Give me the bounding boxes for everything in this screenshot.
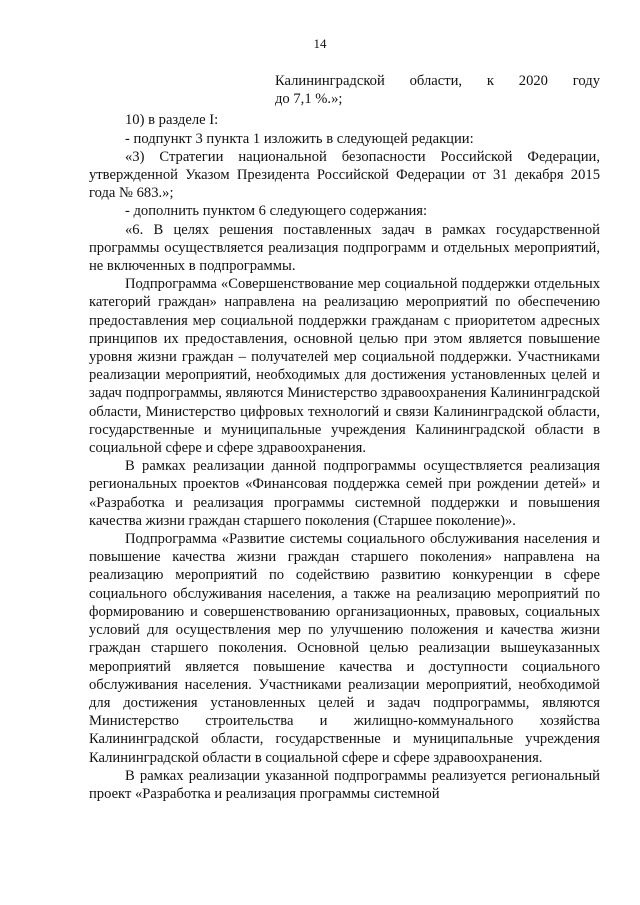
paragraph-item-6: «6. В целях решения поставленных задач в рамках государственной программы осуществляется реализация подпрограмм и отдельных мероприятий, не включенных в подпрограммы.	[89, 221, 600, 275]
paragraph-subprogram-social-support: Подпрограмма «Совершенствование мер социальной поддержки отдельных категорий граждан» направлена на реализацию мероприятий по обеспечению предоставления мер социальной поддержки гражданам с приоритетом адресных принципов их предоставления, основной целью при этом является повышение уровня жизни граждан – получателей мер социальной поддержки. Участниками реализации мероприятий, необходимых для достижения установленных целей и задач подпрограммы, являются Министерство здравоохранения Калининградской области, Министерство цифровых технологий и связи Калининградской области, государственные и муниципальные учреждения Калининградской области в социальной сфере и сфере здравоохранения.	[89, 276, 600, 457]
paragraph-strategy-reference: «3) Стратегии национальной безопасности Российской Федерации, утвержденной Указом Президента Российской Федерации от 31 декабря 2015 года № 683.»;	[89, 148, 600, 202]
document-body	[89, 72, 600, 803]
paragraph-regional-projects: В рамках реализации данной подпрограммы осуществляется реализация региональных проектов «Финансовая поддержка семей при рождении детей» и «Разработка и реализация программы системной поддержки и повышения качества жизни граждан старшего поколения (Старшее поколение)».	[89, 458, 600, 529]
paragraph-regional-project-system: В рамках реализации указанной подпрограммы реализуется региональный проект «Разработка и реализация программы системной	[89, 767, 600, 802]
paragraph-section-heading: 10) в разделе I:	[125, 112, 219, 129]
paragraph-subprogram-social-services: Подпрограмма «Развитие системы социального обслуживания населения и повышение качества жизни граждан старшего поколения» направлена на реализацию мероприятий по содействию развитию конкуренции в сфере социального обслуживания населения, а также на реализацию мероприятий по формированию и совершенствованию организационных, правовых, социальных условий для осуществления мер по улучшению положения и качества жизни граждан старшего поколения. Основной целью реализации вышеуказанных мероприятий является повышение качества и доступности социального обслуживания населения. Участниками реализации мероприятий, необходимой для достижения установленных целей и задач подпрограммы, являются Министерство строительства и жилищно-коммунального хозяйства Калининградской области, государственные и муниципальные учреждения Калининградской области в социальной сфере и сфере здравоохранения.	[89, 531, 600, 766]
page-number: 14	[313, 36, 327, 51]
continuation-line-1: Калининградской области, к 2020 году	[275, 73, 600, 89]
paragraph-add-item-instruction: - дополнить пунктом 6 следующего содержания:	[125, 203, 428, 220]
continuation-line-2: до 7,1 %.»;	[275, 91, 343, 108]
paragraph-subitem-instruction: - подпункт 3 пункта 1 изложить в следующей редакции:	[125, 130, 474, 147]
